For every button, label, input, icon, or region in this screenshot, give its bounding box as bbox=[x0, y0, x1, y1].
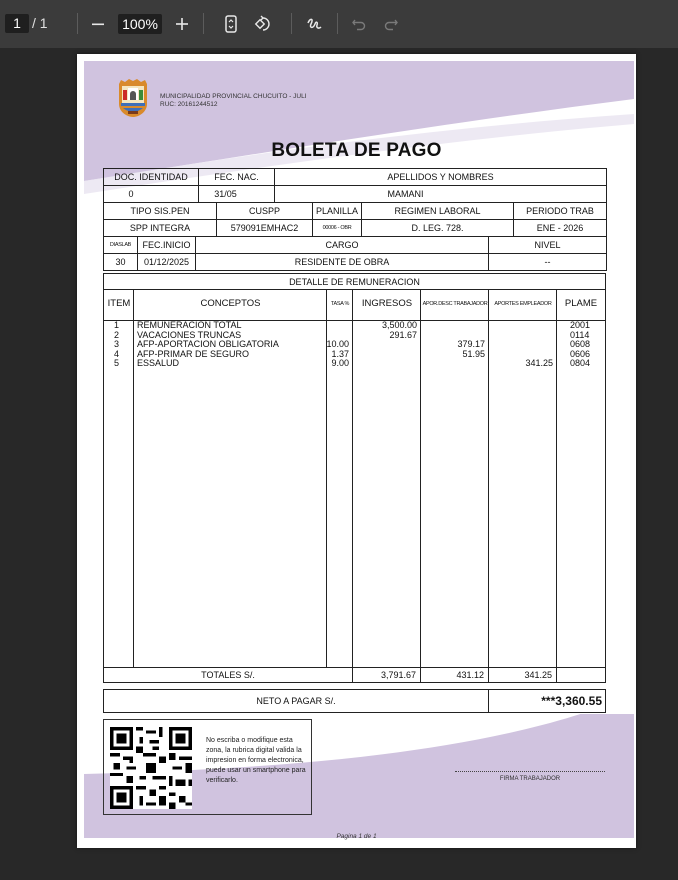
row-tasa: 1.37 bbox=[331, 348, 349, 359]
row-ingresos: 291.67 bbox=[389, 329, 417, 340]
zoom-in-icon bbox=[175, 17, 189, 31]
toolbar-divider bbox=[203, 13, 204, 34]
row-desc-trabajador: 379.17 bbox=[457, 339, 485, 349]
cargo-value: RESIDENTE DE OBRA bbox=[196, 254, 489, 271]
dias-lab-header: DIASLAB bbox=[104, 237, 138, 254]
toolbar-divider bbox=[291, 13, 292, 34]
regimen-laboral-header: REGIMEN LABORAL bbox=[362, 203, 514, 220]
row-concepto: ESSALUD bbox=[137, 358, 180, 368]
fec-inicio-header: FEC.INICIO bbox=[138, 237, 196, 254]
pdf-toolbar bbox=[0, 0, 678, 48]
pdf-page bbox=[77, 54, 636, 848]
doc-identidad-value: 0 bbox=[104, 186, 199, 203]
zoom-out-button[interactable] bbox=[86, 12, 110, 36]
row-item: 1 bbox=[114, 320, 120, 330]
page-footer: Pagina 1 de 1 bbox=[336, 833, 377, 840]
row-concepto: AFP-APORTACION OBLIGATORIA bbox=[137, 339, 279, 349]
cargo-header: CARGO bbox=[196, 237, 489, 254]
undo-button[interactable] bbox=[347, 12, 371, 36]
page-total: / 1 bbox=[32, 15, 48, 31]
apellidos-nombres-value: MAMANI bbox=[275, 186, 607, 203]
qr-notice: No escriba o modifique esta zona, la rubrica digital valida la impresion en forma electronica, puede usar un smartphone para verificarlo. bbox=[206, 737, 306, 784]
row-concepto: REMUNERACION TOTAL bbox=[137, 320, 242, 330]
organization-name: MUNICIPALIDAD PROVINCIAL CHUCUITO - JULI bbox=[160, 93, 307, 100]
detail-title: DETALLE DE REMUNERACION bbox=[104, 274, 605, 290]
fec-inicio-value: 01/12/2025 bbox=[138, 254, 196, 271]
totals-label: TOTALES S/. bbox=[104, 668, 353, 682]
zoom-in-button[interactable] bbox=[170, 12, 194, 36]
row-plame: 0608 bbox=[570, 339, 591, 349]
row-plame: 0804 bbox=[570, 358, 591, 368]
column-ingresos bbox=[353, 290, 421, 682]
employee-pension-table bbox=[103, 202, 607, 237]
row-tasa: 10.00 bbox=[326, 339, 349, 349]
municipality-logo bbox=[117, 78, 149, 118]
zoom-level-input[interactable]: 100% bbox=[118, 14, 162, 34]
row-tasa: 9.00 bbox=[331, 358, 349, 368]
row-concepto: VACACIONES TRUNCAS bbox=[137, 329, 242, 340]
desc-trabajador-header: APOR.DESC TRABAJADOR bbox=[422, 301, 488, 307]
organization-ruc: RUC: 20161244512 bbox=[160, 101, 218, 108]
doc-identidad-header: DOC. IDENTIDAD bbox=[104, 169, 199, 186]
row-item: 3 bbox=[114, 339, 120, 349]
planilla-header: PLANILLA bbox=[313, 203, 362, 220]
net-pay-row bbox=[103, 689, 606, 713]
totals-desc-trabajador: 431.12 bbox=[421, 668, 489, 682]
row-item: 5 bbox=[114, 358, 120, 368]
nivel-value: -- bbox=[489, 254, 607, 271]
row-plame: 2001 bbox=[570, 320, 591, 330]
signature-label: FIRMA TRABAJADOR bbox=[499, 776, 561, 782]
toolbar-divider bbox=[337, 13, 338, 34]
zoom-out-icon bbox=[91, 17, 105, 31]
cuspp-header: CUSPP bbox=[217, 203, 313, 220]
employee-identity-table bbox=[103, 168, 607, 203]
column-aportes-empleador bbox=[489, 290, 557, 682]
tipo-sis-pen-header: TIPO SIS.PEN bbox=[104, 203, 217, 220]
organization-info bbox=[160, 93, 307, 109]
fit-page-icon bbox=[223, 15, 239, 33]
net-pay-value: ***3,360.55 bbox=[541, 694, 602, 708]
toolbar-divider bbox=[77, 13, 78, 34]
fec-nac-header: FEC. NAC. bbox=[199, 169, 275, 186]
remuneration-detail-table bbox=[103, 273, 606, 683]
nivel-header: NIVEL bbox=[489, 237, 607, 254]
tipo-sis-pen-value: SPP INTEGRA bbox=[104, 220, 217, 237]
qr-code-icon[interactable] bbox=[110, 727, 192, 809]
redo-button[interactable] bbox=[379, 12, 403, 36]
dias-lab-value: 30 bbox=[104, 254, 138, 271]
signature-line bbox=[455, 771, 605, 772]
fit-page-button[interactable] bbox=[219, 12, 243, 36]
digital-signature-box bbox=[103, 719, 312, 815]
item-header: ITEM bbox=[107, 298, 131, 309]
plame-header: PLAME bbox=[564, 298, 598, 309]
periodo-trab-value: ENE - 2026 bbox=[514, 220, 607, 237]
ingresos-header: INGRESOS bbox=[361, 298, 413, 309]
apellidos-nombres-header: APELLIDOS Y NOMBRES bbox=[275, 169, 607, 186]
row-desc-trabajador: 51.95 bbox=[462, 348, 485, 359]
regimen-laboral-value: D. LEG. 728. bbox=[362, 220, 514, 237]
rotate-button[interactable] bbox=[251, 12, 275, 36]
draw-button[interactable] bbox=[302, 12, 326, 36]
row-plame: 0114 bbox=[570, 329, 590, 340]
net-pay-label: NETO A PAGAR S/. bbox=[104, 690, 489, 712]
row-concepto: AFP-PRIMAR DE SEGURO bbox=[137, 348, 250, 359]
aportes-empleador-header: APORTES EMPLEADOR bbox=[494, 301, 552, 307]
totals-ingresos: 3,791.67 bbox=[353, 668, 421, 682]
periodo-trab-header: PERIODO TRAB bbox=[514, 203, 607, 220]
totals-aportes-empleador: 341.25 bbox=[489, 668, 557, 682]
row-aportes-empleador: 341.25 bbox=[525, 358, 553, 368]
redo-icon bbox=[383, 16, 399, 32]
totals-row bbox=[103, 667, 606, 683]
planilla-value: 00006 - OBR bbox=[313, 220, 362, 237]
cuspp-value: 579091EMHAC2 bbox=[217, 220, 313, 237]
rotate-icon bbox=[254, 15, 272, 33]
undo-icon bbox=[351, 16, 367, 32]
row-item: 2 bbox=[114, 329, 120, 340]
row-ingresos: 3,500.00 bbox=[381, 320, 417, 330]
employee-position-table bbox=[103, 236, 607, 271]
draw-icon bbox=[305, 15, 323, 33]
row-plame: 0606 bbox=[570, 348, 591, 359]
fec-nac-value: 31/05 bbox=[199, 186, 275, 203]
document-title: BOLETA DE PAGO bbox=[271, 140, 442, 161]
conceptos-header: CONCEPTOS bbox=[200, 298, 261, 309]
page-number-input[interactable]: 1 bbox=[5, 14, 29, 33]
tasa-header: TASA % bbox=[330, 301, 350, 307]
row-item: 4 bbox=[114, 348, 120, 359]
